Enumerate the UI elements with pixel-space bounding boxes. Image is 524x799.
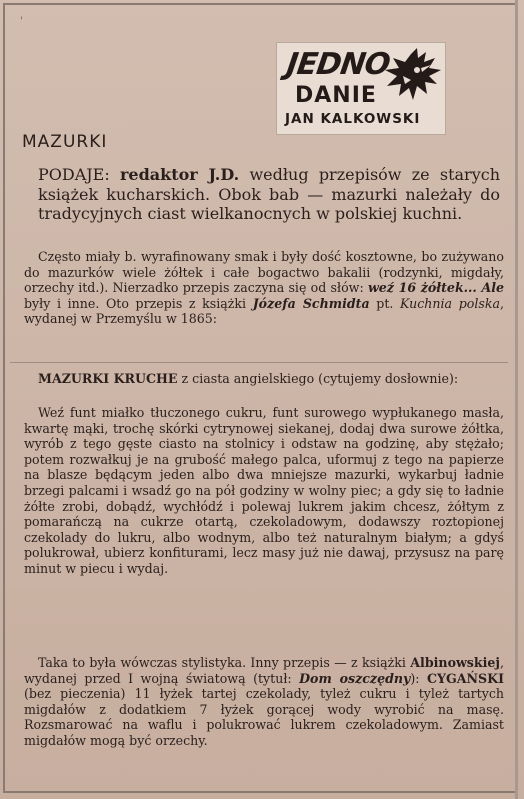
- p1-text-b: weź 16 żółtek... Ale: [367, 280, 505, 296]
- logo-author: JAN KALKOWSKI: [285, 111, 421, 127]
- p1-book-title: Kuchnia polska: [400, 295, 500, 311]
- lead-label: PODAJE:: [38, 165, 110, 184]
- side-rule: [515, 0, 518, 799]
- recipe-name: MAZURKI KRUCHE: [38, 371, 178, 386]
- p4-text-c: , wydanej przed I wojną światową (tytuł:: [24, 655, 504, 686]
- p1-text-c: były i inne. Oto przepis z książki: [24, 295, 253, 311]
- p4-text-g: (bez pieczenia) 11 łyżek tartej czekolady, tyleż cukru i tyleż tartych migdałów z dodatkiem 7 łyżek gorącej wody wyrobić na masę. Rozsmarować na waflu i polukrować lukrem czekoladowym. Zamiast migdałów mogą być orzechy.: [24, 686, 504, 748]
- recipe-heading: [24, 371, 504, 387]
- margin-mark: ': [20, 16, 23, 27]
- p4-text-e: ):: [410, 670, 427, 686]
- paragraph-intro: [24, 249, 504, 327]
- p4-author: Albinowskiej: [410, 655, 500, 670]
- lead-editor: redaktor J.D.: [119, 165, 240, 184]
- recipe-body: Weź funt miałko tłuczonego cukru, funt surowego wypłukanego masła, kwartę mąki, trochę skórki cytrynowej siekanej, dodaj dwa surowe żółtka, wyrób z tego gęste ciasto na stolnicy i odstaw na godzinę, aby stężało; potem rozwałkuj je na grubość małego palca, uformuj z tego na papierze na blasze będącym jeden albo dwa mniejsze mazurki, wykarbuj ładnie brzegi palcami i wsadź go na pół godziny w wolny piec; a gdy się to ładnie żółte zrobi, dobądź, wychłódź i polewaj lukrem jakim chcesz, żółtym z pomarańczą na cukrze otartą, czekoladowym, dodawszy roztopionej czekolady do lukru, albo wodnym, albo też naturalnym białym; a gdyś polukrował, ubierz konfiturami, lecz masy już nie dawaj, przysusz na parę minut w piecu i wydaj.: [24, 405, 504, 576]
- lead-text: według przepisów ze starych książek kucharskich. Obok bab — mazurki należały do tradycyjnych ciast wielkanocnych w polskiej kuchni.: [38, 165, 500, 223]
- recipe-subtitle: z ciasta angielskiego (cytujemy dosłownie):: [177, 371, 459, 386]
- bird-illustration-icon: [381, 46, 443, 108]
- article-title: MAZURKI: [22, 132, 108, 152]
- p4-text-a: Taka to była wówczas stylistyka. Inny przepis — z książki: [38, 655, 411, 670]
- column-logo: [276, 42, 446, 135]
- p4-recipe-name: CYGAŃSKI: [427, 670, 504, 686]
- p1-author: Józefa Schmidta: [252, 295, 370, 311]
- p1-text-a: Często miały b. wyrafinowany smak i były dość kosztowne, bo zużywano do mazurków wiele żółtek i całe bogactwo bakalii (rodzynki, migdały, orzechy itd.). Nierzadko przepis zaczyna się od słów:: [24, 249, 504, 296]
- p1-text-g: , wydanej w Przemyślu w 1865:: [24, 295, 504, 327]
- lead-paragraph: [38, 165, 500, 224]
- p1-text-e: pt.: [369, 295, 401, 311]
- section-divider: [10, 362, 508, 363]
- logo-jedno: JEDNO: [284, 47, 392, 82]
- logo-danie: DANIE: [295, 83, 377, 108]
- p4-book-title: Dom oszczędny: [299, 670, 411, 686]
- paragraph-closing: [24, 655, 504, 749]
